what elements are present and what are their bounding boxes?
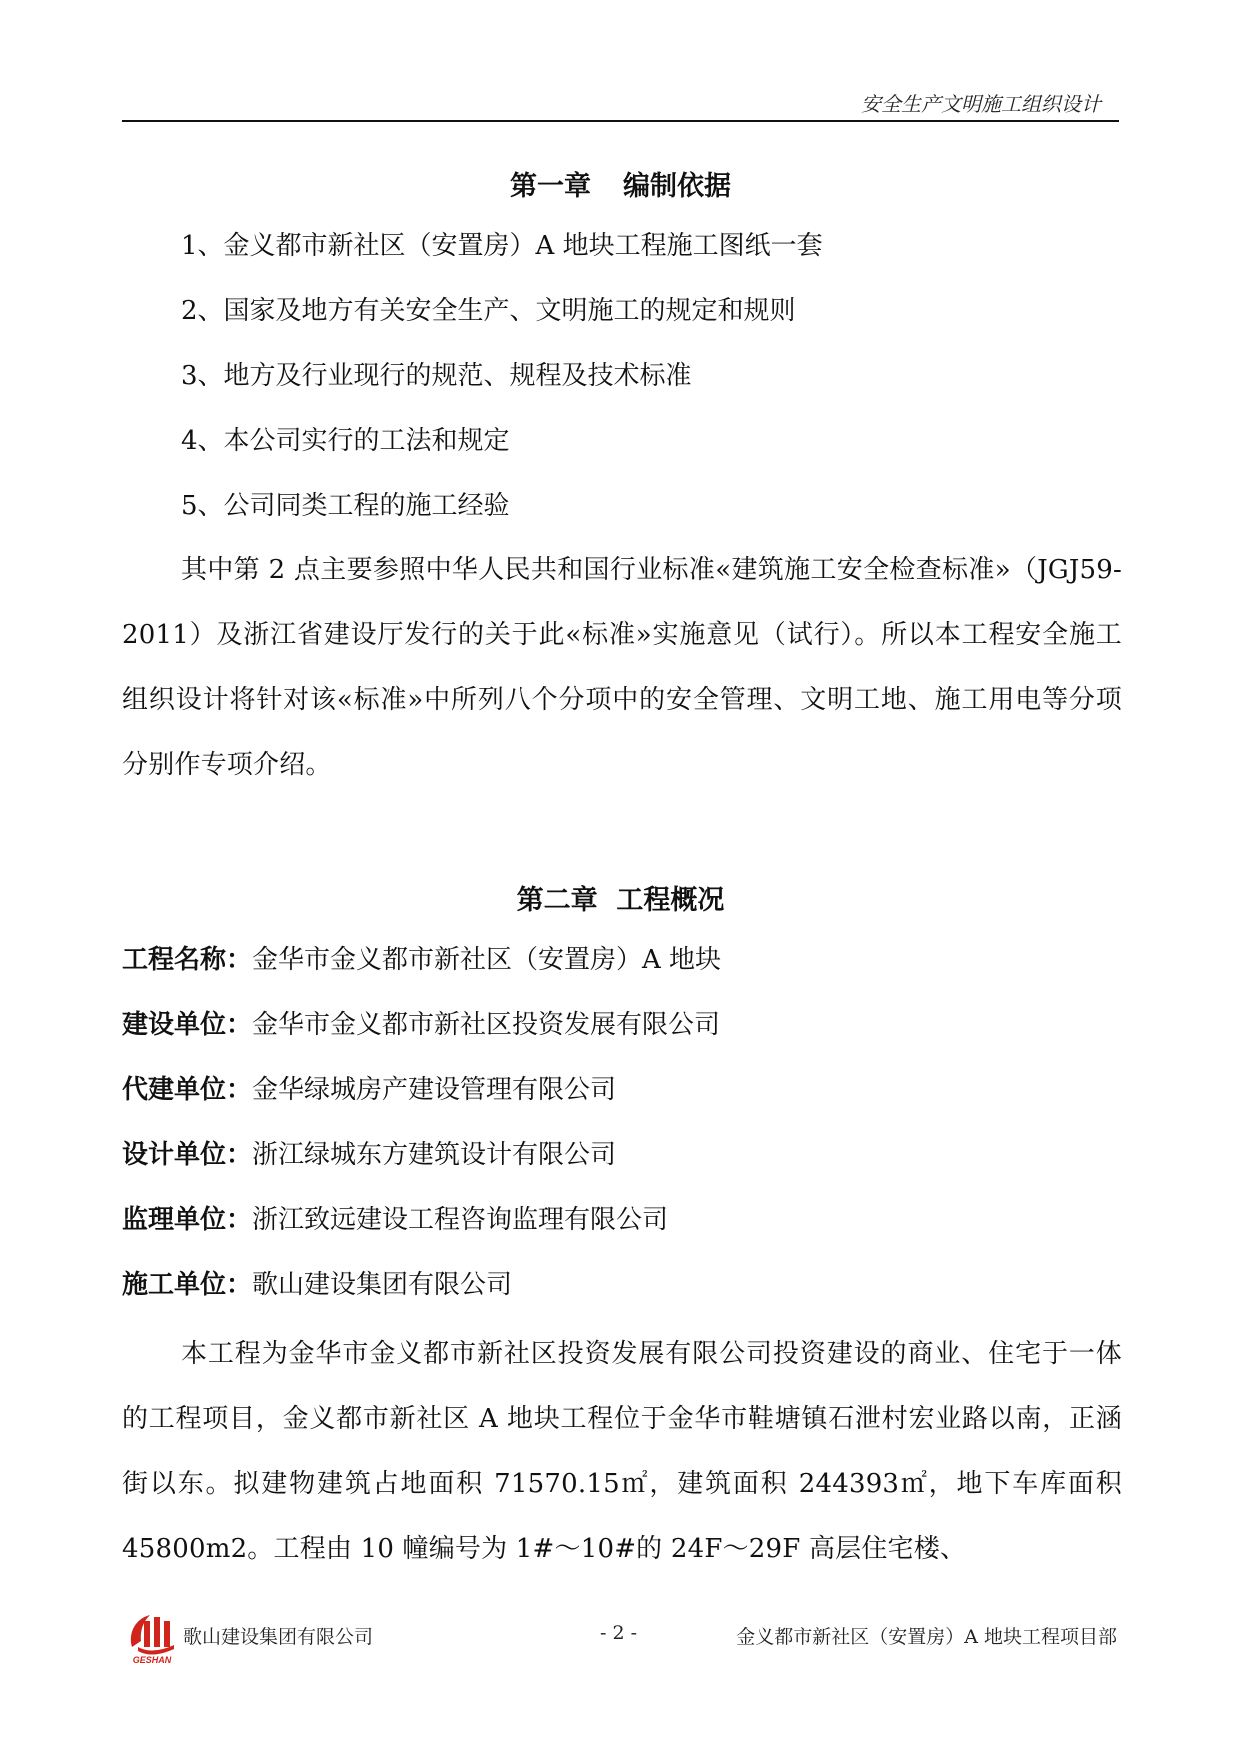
chapter-2-title: 第二章 工程概况: [516, 885, 725, 916]
info-value: 歌山建设集团有限公司: [252, 1270, 513, 1300]
info-label: 代建单位：: [122, 1075, 253, 1105]
footer-project: 金义都市新社区（安置房）A 地块工程项目部: [736, 1626, 1117, 1648]
project-info-list: [122, 928, 721, 1318]
chapter-1-name: 编制依据: [623, 171, 731, 202]
info-row: [122, 1123, 721, 1188]
chapter-1-title: [0, 164, 1241, 203]
info-row: [122, 1058, 721, 1123]
info-value: 金华市金义都市新社区（安置房）A 地块: [252, 945, 722, 975]
header-rule: [122, 120, 1119, 122]
chapter-1-number: 第一章: [510, 171, 591, 202]
info-value: 浙江绿城东方建筑设计有限公司: [252, 1140, 617, 1170]
logo-text: GESHAN: [132, 1655, 172, 1665]
page-number: - 2 -: [600, 1622, 638, 1644]
info-label: 监理单位：: [122, 1205, 253, 1235]
info-row: [122, 1253, 721, 1318]
basis-item: 5、公司同类工程的施工经验: [181, 491, 510, 521]
basis-list: [181, 214, 823, 539]
basis-item: 4、本公司实行的工法和规定: [181, 426, 510, 456]
info-label: 建设单位：: [122, 1010, 253, 1040]
page-header-title: 安全生产文明施工组织设计: [861, 92, 1101, 116]
chapter-2-paragraph: 本工程为金华市金义都市新社区投资发展有限公司投资建设的商业、住宅于一体的工程项目，金义都市新社区 A 地块工程位于金华市鞋塘镇石泄村宏业路以南，正涵街以东。拟建物建筑占地面积 71570.15㎡，建筑面积 244393㎡，地下车库面积 45800m2。工程由 10 幢编号为 1#～10#的 24F～29F 高层住宅楼、: [122, 1339, 1122, 1564]
info-label: 设计单位：: [122, 1140, 253, 1170]
info-row: [122, 1188, 721, 1253]
info-value: 金华市金义都市新社区投资发展有限公司: [252, 1010, 721, 1040]
basis-item: 3、地方及行业现行的规范、规程及技术标准: [181, 361, 692, 391]
company-logo-icon: [124, 1607, 180, 1665]
info-label: 施工单位：: [122, 1270, 253, 1300]
chapter-1-paragraph: 其中第 2 点主要参照中华人民共和国行业标准«建筑施工安全检查标准»（JGJ59-2011）及浙江省建设厅发行的关于此«标准»实施意见（试行）。所以本工程安全施工组织设计将针对该«标准»中所列八个分项中的安全管理、文明工地、施工用电等分项分别作专项介绍。: [122, 555, 1122, 780]
info-row: [122, 928, 721, 993]
info-row: [122, 993, 721, 1058]
info-value: 浙江致远建设工程咨询监理有限公司: [252, 1205, 669, 1235]
footer-company: 歌山建设集团有限公司: [183, 1626, 374, 1648]
basis-item: 1、金义都市新社区（安置房）A 地块工程施工图纸一套: [181, 231, 823, 261]
info-label: 工程名称：: [122, 945, 253, 975]
basis-item: 2、国家及地方有关安全生产、文明施工的规定和规则: [181, 296, 796, 326]
info-value: 金华绿城房产建设管理有限公司: [252, 1075, 617, 1105]
